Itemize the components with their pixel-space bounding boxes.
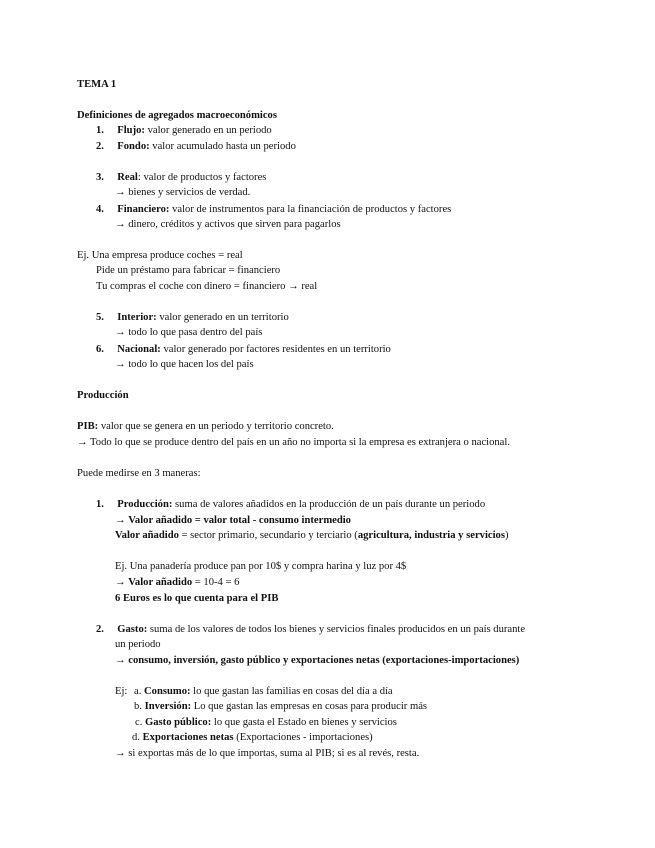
definition: valor de instrumentos para la financiación de productos y factores xyxy=(169,204,452,215)
list-item xyxy=(134,685,393,699)
term: Consumo: xyxy=(144,686,191,697)
calculation: = 10-4 = 6 xyxy=(192,577,240,588)
list-letter: a. xyxy=(134,686,142,697)
sectors: agricultura, industria y servicios xyxy=(357,530,505,541)
list-number: 2. xyxy=(96,624,104,635)
list-number: 6. xyxy=(96,344,104,355)
definition-continuation: un periodo xyxy=(115,639,161,650)
formula-line xyxy=(115,514,351,528)
example-line: Pide un préstamo para fabricar = financiero xyxy=(96,265,281,276)
list-item xyxy=(134,700,427,714)
definition: valor generado en un periodo xyxy=(144,125,272,136)
definition: valor acumulado hasta un periodo xyxy=(149,141,296,152)
term: Valor añadido xyxy=(115,530,179,541)
method-spending xyxy=(96,623,525,637)
term: Nacional: xyxy=(117,344,161,355)
term: Gasto: xyxy=(117,624,148,635)
definition: lo que gasta el Estado en bienes y servicios xyxy=(211,717,397,728)
example-line: Ej. Una panadería produce pan por 10$ y compra harina y luz por 4$ xyxy=(115,561,407,572)
list-item xyxy=(132,731,373,745)
definition: suma de los valores de todos los bienes y servicios finales producidos en un país durante xyxy=(147,624,526,635)
arrow: → xyxy=(115,515,129,526)
sub-note: → todo lo que hacen los del país xyxy=(115,359,254,370)
section-heading-production: Producción xyxy=(77,390,129,401)
term: Flujo: xyxy=(117,125,145,136)
list-number: 3. xyxy=(96,172,104,183)
arrow: → xyxy=(115,577,129,588)
arrow: → xyxy=(115,655,129,666)
ways-intro: Puede medirse en 3 maneras: xyxy=(77,468,201,479)
list-number: 2. xyxy=(96,141,104,152)
definition: = sector primario, secundario y terciario ( xyxy=(178,530,358,541)
example-conclusion: 6 Euros es lo que cuenta para el PIB xyxy=(115,593,279,604)
sub-note: → dinero, créditos y activos que sirven para pagarlos xyxy=(115,219,341,230)
example-line: Ej. Una empresa produce coches = real xyxy=(77,250,243,261)
list-item xyxy=(135,716,397,730)
list-item xyxy=(96,343,391,357)
list-item xyxy=(96,124,272,138)
pib-note: → Todo lo que se produce dentro del país en un año no importa si la empresa es extranjera o nacional. xyxy=(77,437,510,448)
definition: : valor de productos y factores xyxy=(137,172,267,183)
formula: consumo, inversión, gasto público y exportaciones netas (exportaciones-importaciones) xyxy=(128,655,520,666)
sub-note: → bienes y servicios de verdad. xyxy=(115,187,251,198)
term: Real xyxy=(117,172,138,183)
definition: Lo que gastan las empresas en cosas para producir más xyxy=(191,701,428,712)
list-item xyxy=(96,171,266,185)
definition: valor generado por factores residentes en un territorio xyxy=(160,344,391,355)
term: Interior: xyxy=(117,312,157,323)
example-line: Tu compras el coche con dinero = financiero → real xyxy=(96,281,318,292)
term: Inversión: xyxy=(144,701,192,712)
term: PIB: xyxy=(77,421,99,432)
term: Exportaciones netas xyxy=(142,732,234,743)
list-letter: b. xyxy=(134,701,142,712)
ej-label: Ej: xyxy=(115,686,128,697)
pib-definition xyxy=(77,420,334,434)
list-number: 5. xyxy=(96,312,104,323)
final-note: → si exportas más de lo que importas, suma al PIB; si es al revés, resta. xyxy=(115,748,420,759)
term: Gasto público: xyxy=(145,717,212,728)
list-number: 1. xyxy=(96,125,104,136)
sub-note: → todo lo que pasa dentro del país xyxy=(115,327,263,338)
page-title: TEMA 1 xyxy=(77,79,117,90)
value-added-line xyxy=(115,529,509,543)
term: Fondo: xyxy=(117,141,150,152)
example-line xyxy=(115,576,239,590)
term: Valor añadido xyxy=(128,577,193,588)
term: Producción: xyxy=(117,499,173,510)
section-heading-definitions: Definiciones de agregados macroeconómicos xyxy=(77,110,277,121)
method-production xyxy=(96,498,485,512)
list-number: 1. xyxy=(96,499,104,510)
definition: (Exportaciones - importaciones) xyxy=(233,732,373,743)
paren: ) xyxy=(504,530,509,541)
list-letter: c. xyxy=(135,717,143,728)
list-number: 4. xyxy=(96,204,104,215)
definition: suma de valores añadidos en la producción de un país durante un periodo xyxy=(172,499,486,510)
formula-line xyxy=(115,654,519,668)
list-letter: d. xyxy=(132,732,140,743)
list-item xyxy=(96,311,289,325)
definition: lo que gastan las familias en cosas del día a día xyxy=(190,686,393,697)
definition: valor generado en un territorio xyxy=(156,312,289,323)
list-item xyxy=(96,140,296,154)
term: Financiero: xyxy=(117,204,170,215)
list-item xyxy=(96,203,451,217)
formula: Valor añadido = valor total - consumo intermedio xyxy=(128,515,351,526)
definition: valor que se genera en un periodo y territorio concreto. xyxy=(98,421,334,432)
